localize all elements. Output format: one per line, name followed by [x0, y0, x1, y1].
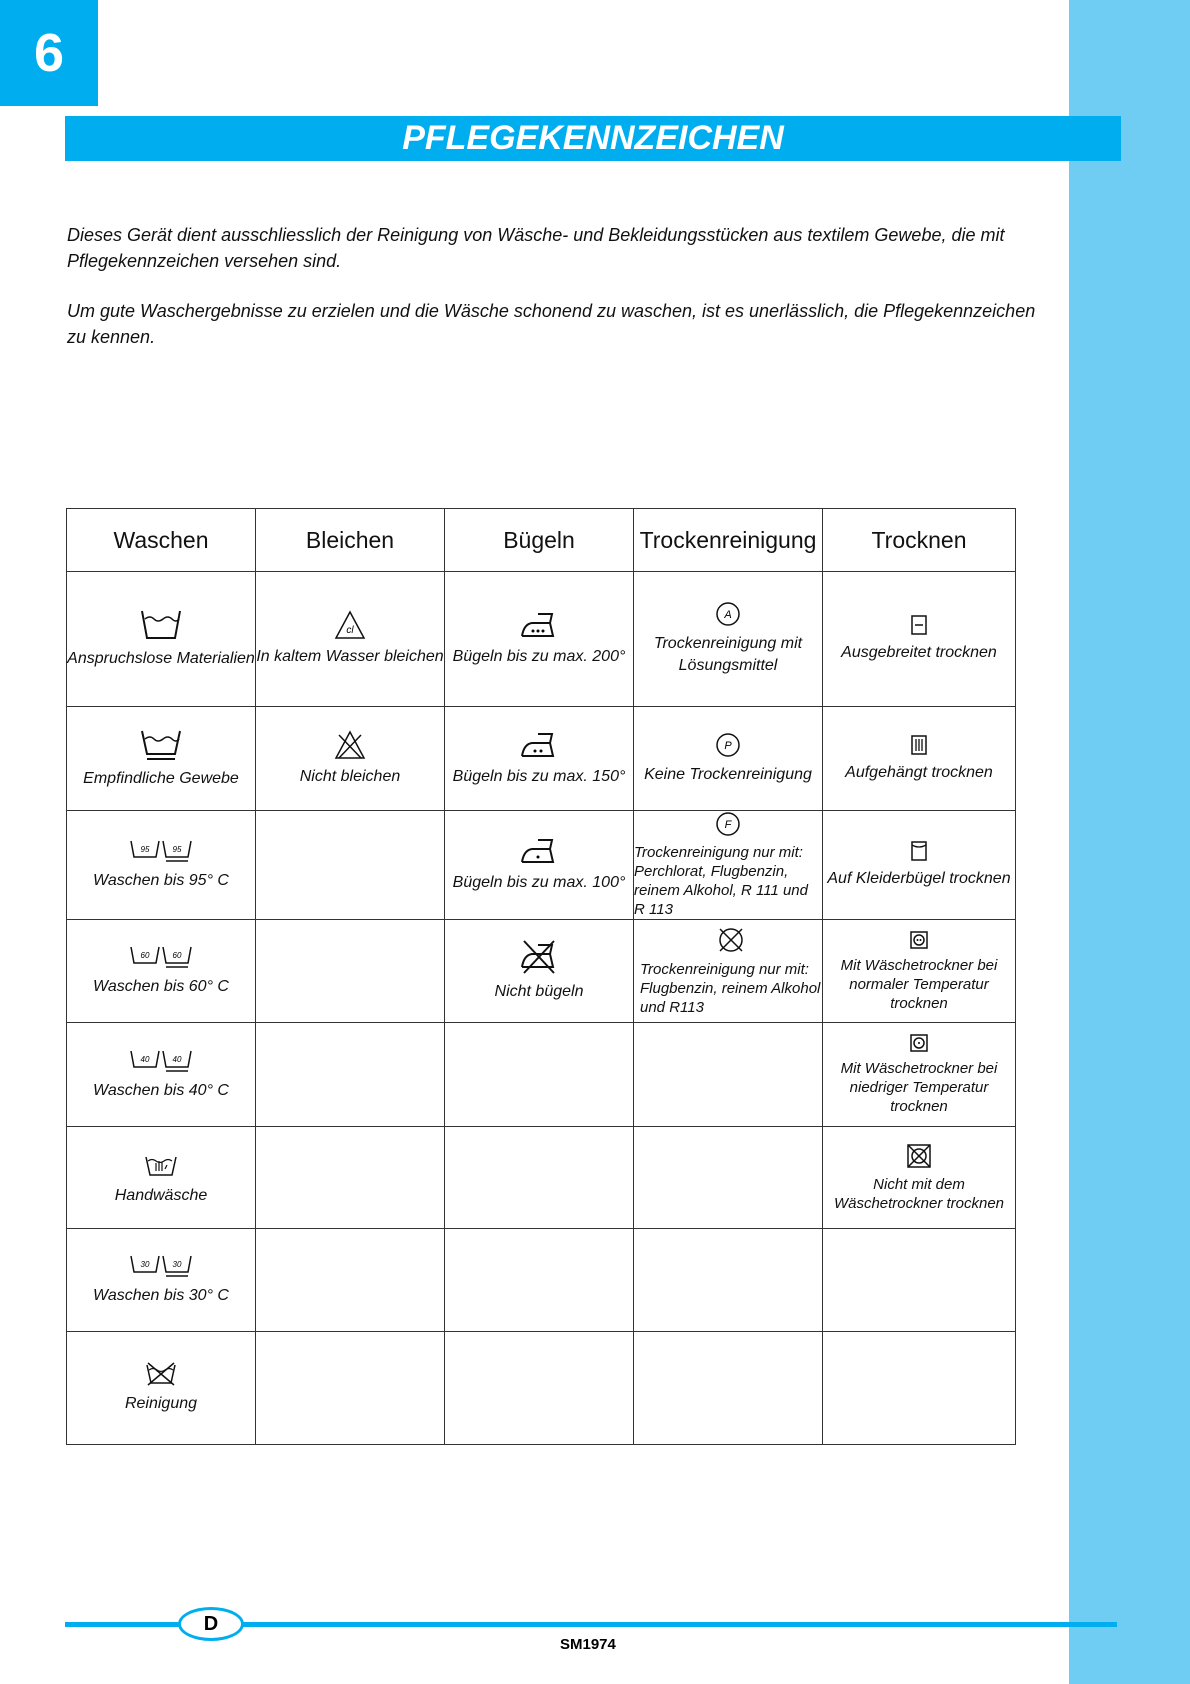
cell-text: Reinigung [124, 1395, 198, 1412]
wash-95-label-b: 95 [172, 845, 182, 854]
dryclean-a-icon [715, 601, 741, 627]
table-cell [823, 811, 1016, 920]
dryclean-p-label: P [724, 739, 732, 752]
header-trocknen: Trocknen [823, 509, 1016, 572]
table-cell [634, 811, 823, 920]
cell-text: Waschen bis 40° C [93, 1081, 229, 1099]
table-cell [256, 1127, 445, 1229]
tumble-dry-normal-icon [909, 930, 929, 950]
page-number: 6 [0, 0, 98, 106]
table-row [67, 920, 1016, 1023]
wash-60-icon [129, 944, 193, 970]
table-cell [823, 572, 1016, 707]
dryclean-f-icon [715, 811, 741, 837]
table-cell [634, 1332, 823, 1445]
table-cell [67, 707, 256, 811]
cell-text: Nicht bleichen [299, 767, 401, 785]
header-bleichen: Bleichen [256, 509, 445, 572]
header-trockenreinigung: Trockenreinigung [634, 509, 823, 572]
cell-text: Bügeln bis zu max. 100° [452, 874, 626, 891]
cell-text: Trockenreinigung nur mit: Perchlorat, Flugbenzin, reinem Alkohol, R 111 und R 113 [634, 844, 808, 918]
table-row [67, 811, 1016, 920]
dryclean-f-label: F [724, 819, 732, 831]
cell-text: Trockenreinigung mit Lösungsmittel [653, 635, 803, 674]
table-row [67, 1023, 1016, 1127]
table-cell [634, 1127, 823, 1229]
table-cell [445, 707, 634, 811]
no-dryclean-icon [717, 926, 745, 954]
iron-two-dots-icon [518, 730, 560, 760]
dryclean-a-label: A [724, 609, 732, 621]
iron-one-dot-icon [518, 836, 560, 866]
no-iron-icon [518, 939, 560, 975]
wash-95-icon [129, 838, 193, 864]
wash-delicate-icon [139, 728, 183, 762]
intro-paragraph-1: Dieses Gerät dient ausschliesslich der Reinigung von Wäsche- und Bekleidungsstücken aus textilem Gewebe, die mit Pflegekennzeichen versehen sind. [67, 225, 1005, 271]
cell-text: Aufgehängt trocknen [845, 763, 993, 781]
wash-40-label-a: 40 [140, 1054, 150, 1064]
cell-text: Mit Wäschetrockner bei normaler Temperatur trocknen [840, 956, 998, 1012]
cell-text: Waschen bis 60° C [93, 978, 229, 995]
wash-40-icon [129, 1048, 193, 1074]
table-cell [634, 1023, 823, 1127]
cell-text: Waschen bis 30° C [93, 1287, 229, 1304]
table-cell [445, 1127, 634, 1229]
header-buegeln: Bügeln [445, 509, 634, 572]
cell-text: Bügeln bis zu max. 150° [452, 767, 626, 785]
table-cell [823, 1023, 1016, 1127]
table-cell [256, 920, 445, 1023]
table-cell [445, 572, 634, 707]
cell-text: Trockenreinigung nur mit: Flugbenzin, reinem Alkohol und R113 [640, 960, 821, 1016]
table-row [67, 1127, 1016, 1229]
wash-40-label-b: 40 [172, 1054, 182, 1064]
no-tumble-dry-icon [906, 1143, 932, 1169]
cell-text: Waschen bis 95° C [93, 872, 229, 889]
table-row [67, 572, 1016, 707]
footer-model-code: SM1974 [560, 1636, 616, 1653]
header-waschen: Waschen [67, 509, 256, 572]
table-cell [67, 1127, 256, 1229]
table-cell [823, 920, 1016, 1023]
no-bleach-icon [334, 730, 366, 760]
cell-text: Handwäsche [114, 1186, 208, 1204]
cell-text: Nicht bügeln [494, 983, 584, 1000]
table-cell [445, 811, 634, 920]
wash-95-label-a: 95 [140, 845, 150, 854]
cell-text: Auf Kleiderbügel trocknen [827, 870, 1011, 887]
hanger-dry-icon [910, 840, 928, 862]
table-header-row [67, 509, 1016, 572]
cell-text: Mit Wäschetrockner bei niedriger Temperatur trocknen [840, 1060, 998, 1115]
side-stripe [1069, 0, 1190, 1684]
table-cell [67, 920, 256, 1023]
cell-text: Nicht mit dem Wäschetrockner trocknen [833, 1175, 1005, 1212]
table-cell [256, 707, 445, 811]
table-cell [67, 1229, 256, 1332]
cell-text: Keine Trockenreinigung [644, 765, 812, 783]
table-cell [634, 1229, 823, 1332]
no-wash-icon [145, 1361, 177, 1387]
wash-30-label-a: 30 [140, 1260, 150, 1269]
table-row [67, 1229, 1016, 1332]
bleach-triangle-icon [334, 610, 366, 640]
intro-paragraph-2: Um gute Waschergebnisse zu erzielen und die Wäsche schonend zu waschen, ist es unerlässlich, die Pflegekennzeichen zu kennen. [67, 301, 1036, 347]
table-row [67, 1332, 1016, 1445]
wash-tub-icon [139, 608, 183, 642]
table-cell [67, 572, 256, 707]
table-cell [67, 1332, 256, 1445]
care-symbols-table [66, 508, 1016, 1445]
wash-30-icon [129, 1253, 193, 1279]
table-cell [67, 1023, 256, 1127]
wash-30-label-b: 30 [172, 1260, 182, 1269]
table-cell [823, 1229, 1016, 1332]
table-cell [823, 1332, 1016, 1445]
dry-flat-icon [910, 614, 928, 636]
cell-text: Bügeln bis zu max. 200° [452, 648, 626, 665]
cell-text: In kaltem Wasser bleichen [256, 648, 444, 665]
table-cell [445, 1229, 634, 1332]
table-cell [256, 572, 445, 707]
table-cell [445, 920, 634, 1023]
iron-three-dots-icon [518, 610, 560, 640]
table-cell [256, 1332, 445, 1445]
table-cell [445, 1332, 634, 1445]
tumble-dry-low-icon [909, 1033, 929, 1053]
hand-wash-icon [144, 1149, 178, 1179]
cell-text: Ausgebreitet trocknen [841, 644, 997, 661]
table-cell [67, 811, 256, 920]
cell-text: Empfindliche Gewebe [83, 769, 239, 787]
drip-dry-icon [910, 734, 928, 756]
footer-language-badge: D [178, 1607, 244, 1641]
table-cell [823, 707, 1016, 811]
table-cell [634, 707, 823, 811]
wash-60-label-a: 60 [140, 951, 150, 960]
table-cell [256, 1229, 445, 1332]
table-row [67, 707, 1016, 811]
page-title: PFLEGEKENNZEICHEN [65, 116, 1121, 161]
cell-text: Anspruchslose Materialien [67, 650, 255, 667]
table-cell [634, 920, 823, 1023]
table-cell [445, 1023, 634, 1127]
table-cell [634, 572, 823, 707]
table-cell [256, 811, 445, 920]
dryclean-p-icon [715, 732, 741, 758]
table-cell [256, 1023, 445, 1127]
wash-60-label-b: 60 [172, 951, 182, 960]
table-cell [823, 1127, 1016, 1229]
bleach-cl-label: cl [346, 625, 354, 636]
